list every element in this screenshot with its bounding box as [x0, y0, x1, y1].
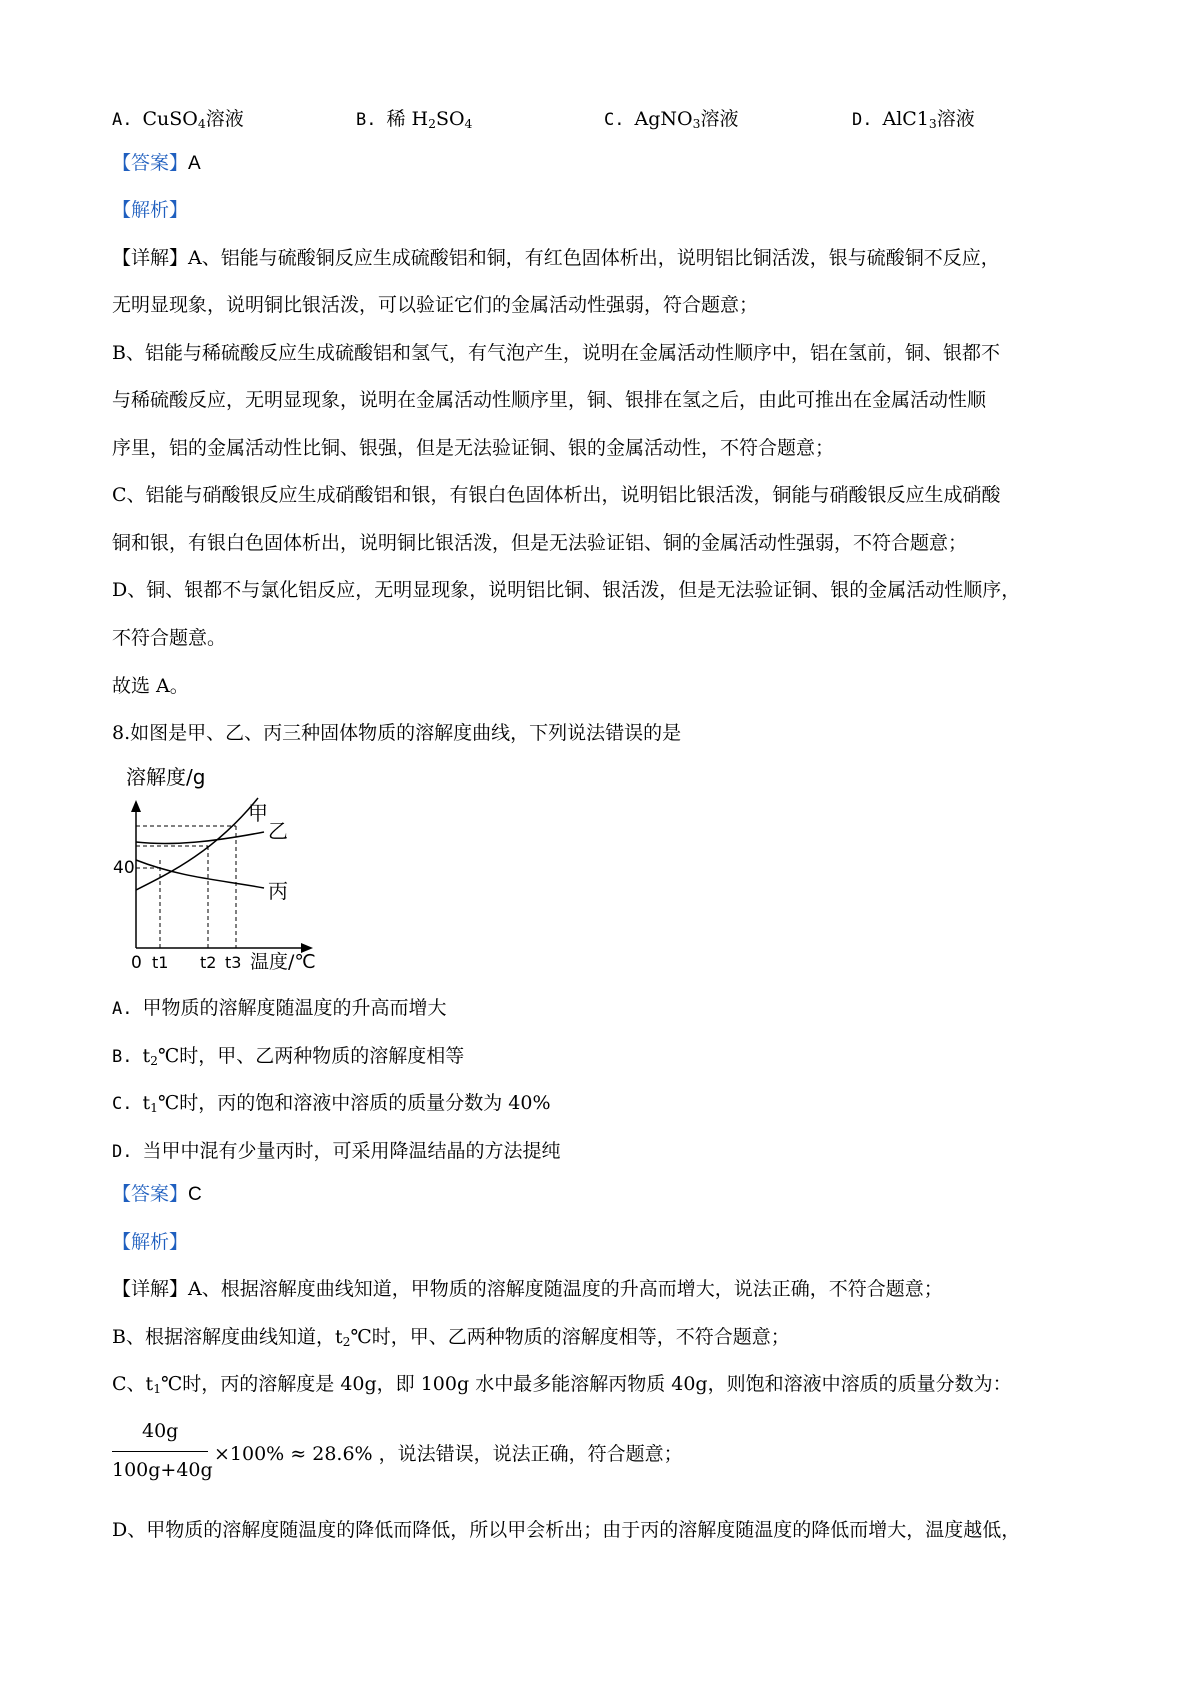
series-label-yi: 乙	[268, 819, 288, 843]
y-axis-arrow	[131, 800, 141, 812]
q7-option-a: A. CuSO$_4$溶液	[112, 108, 244, 132]
q7-option-c: C. AgNO$_3$溶液	[604, 108, 739, 132]
q7-detail-line: 与稀硫酸反应，无明显现象，说明在金属活动性顺序里，铜、银排在氢之后，由此可推出在金属活动性顺	[112, 389, 987, 411]
formula-result: ×100% ≈ 28.6% ，说法错误，说法正确，符合题意；	[214, 1443, 683, 1465]
q8-question: 8.如图是甲、乙、丙三种固体物质的溶解度曲线，下列说法错误的是	[112, 722, 682, 744]
q8-answer: 【答案】C	[112, 1183, 202, 1205]
q8-option-d: D. 当甲中混有少量丙时，可采用降温结晶的方法提纯	[112, 1140, 561, 1162]
q7-conclusion: 故选 A。	[112, 675, 189, 697]
y-tick-40: 40	[113, 858, 135, 878]
q7-detail-line: 【详解】A、铝能与硫酸铜反应生成硫酸铝和铜，有红色固体析出，说明铝比铜活泼，银与硫酸铜不反应，	[112, 247, 1000, 269]
y-axis-label: 溶解度/g	[126, 765, 206, 789]
q7-option-d: D. $AlC1_3$溶液	[852, 108, 975, 132]
fraction-denominator: 100g+40g	[112, 1459, 213, 1481]
q7-detail-line: 不符合题意。	[112, 627, 227, 649]
q8-option-a: A. 甲物质的溶解度随温度的升高而增大	[112, 997, 447, 1019]
series-label-jia: 甲	[248, 801, 268, 825]
q8-option-b: B. $t_2℃$时，甲、乙两种物质的溶解度相等	[112, 1045, 465, 1069]
q8-detail-c: C、$t_1℃$时，丙的溶解度是 40g，即 100g 水中最多能溶解丙物质 40g，则饱和溶液中溶质的质量分数为：	[112, 1373, 1012, 1397]
x-axis-label: 温度/℃	[250, 951, 316, 970]
q7-answer: 【答案】A	[112, 152, 201, 174]
curve-bing	[136, 860, 264, 888]
q8-option-c: C. $t_1℃$时，丙的饱和溶液中溶质的质量分数为 40%	[112, 1092, 551, 1116]
solubility-curve-figure	[112, 760, 332, 970]
series-label-bing: 丙	[268, 879, 288, 903]
fraction-bar	[112, 1451, 208, 1452]
curve-yi	[136, 832, 264, 844]
q7-detail-line: D、铜、银都不与氯化铝反应，无明显现象，说明铝比铜、银活泼，但是无法验证铜、银的金属活动性顺序，	[112, 579, 1021, 601]
q7-detail-line: C、铝能与硝酸银反应生成硝酸铝和银，有银白色固体析出，说明铝比银活泼，铜能与硝酸银反应生成硝酸	[112, 484, 1001, 506]
q7-detail-line: 无明显现象，说明铜比银活泼，可以验证它们的金属活动性强弱，符合题意；	[112, 294, 759, 316]
fraction-numerator: 40g	[142, 1420, 179, 1442]
x-tick-0: 0	[131, 953, 142, 970]
q8-detail-b: B、根据溶解度曲线知道，$t_2℃$时，甲、乙两种物质的溶解度相等，不符合题意；	[112, 1326, 790, 1350]
q8-detail-a: 【详解】A、根据溶解度曲线知道，甲物质的溶解度随温度的升高而增大，说法正确，不符合题意；	[112, 1278, 943, 1300]
x-tick-t3: t3	[225, 953, 242, 970]
x-tick-t2: t2	[200, 953, 217, 970]
q8-analysis-label: 【解析】	[112, 1231, 189, 1253]
q7-detail-line: B、铝能与稀硫酸反应生成硫酸铝和氢气，有气泡产生，说明在金属活动性顺序中，铝在氢前，铜、银都不	[112, 342, 1000, 364]
q7-detail-line: 序里，铝的金属活动性比铜、银强，但是无法验证铜、银的金属活动性，不符合题意；	[112, 437, 835, 459]
q7-analysis-label: 【解析】	[112, 199, 189, 221]
q8-detail-d: D、甲物质的溶解度随温度的降低而降低，所以甲会析出；由于丙的溶解度随温度的降低而增大，温度越低，	[112, 1519, 1021, 1541]
q7-detail-line: 铜和银，有银白色固体析出，说明铜比银活泼，但是无法验证铝、铜的金属活动性强弱，不符合题意；	[112, 532, 968, 554]
x-tick-t1: t1	[152, 953, 169, 970]
q7-option-b: B. 稀 $H_2SO_4$	[356, 108, 473, 132]
